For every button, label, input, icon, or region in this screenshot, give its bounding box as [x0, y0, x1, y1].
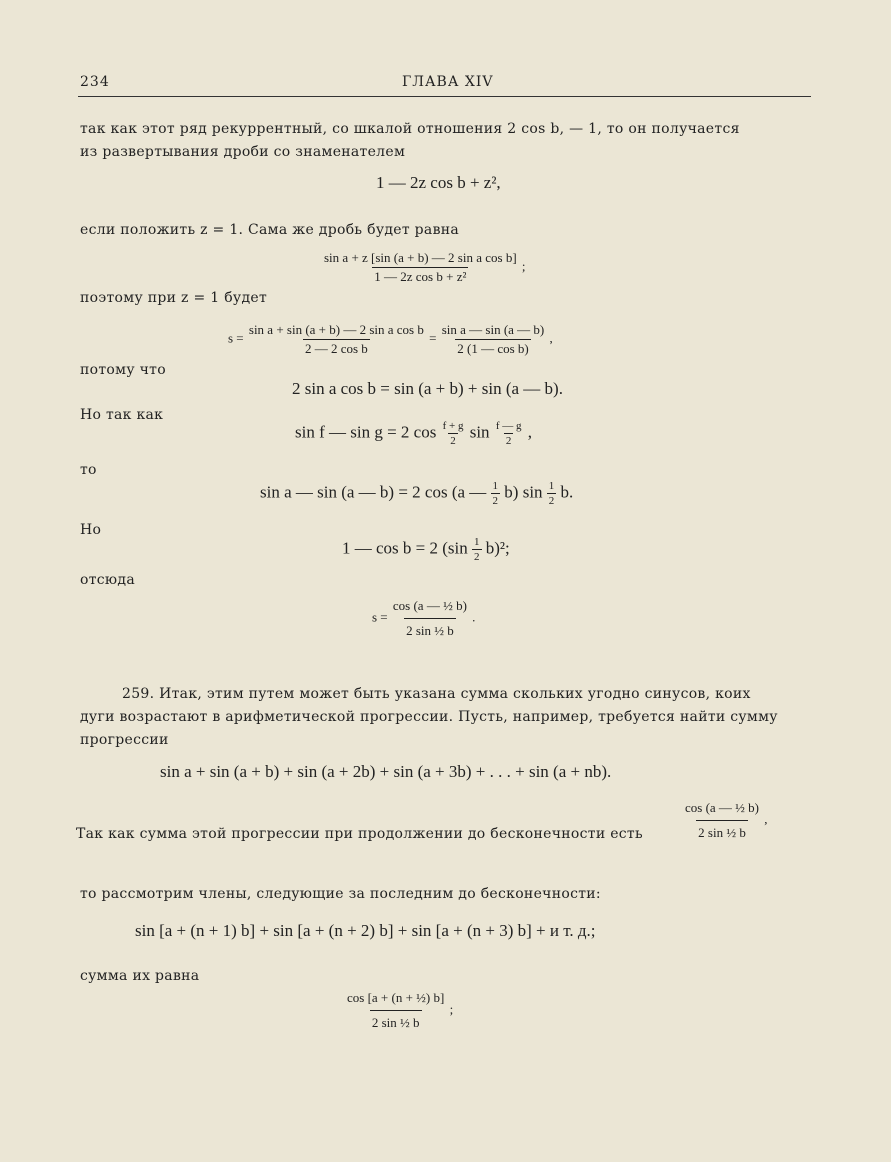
fraction-numerator: cos (a — ½ b): [392, 598, 467, 613]
equation-part: sin f — sin g = 2 cos: [295, 422, 437, 442]
equation-punct: ,: [549, 330, 553, 346]
chapter-title: ГЛАВА XIV: [402, 74, 494, 90]
fraction-numerator: f + g: [442, 420, 464, 432]
fraction-numerator: cos [a + (n + ½) b]: [347, 990, 445, 1005]
fraction-numerator: 1: [548, 480, 555, 492]
fraction-denominator: 2 sin ½ b: [696, 820, 748, 841]
fraction-denominator: 2: [474, 551, 480, 563]
page-number: 234: [80, 74, 110, 90]
equation-punct: ;: [521, 258, 526, 274]
fraction-denominator: 2 sin ½ b: [370, 1010, 422, 1031]
equation-punct: ,: [764, 811, 768, 827]
equation-part: 1 — cos b = 2 (sin: [342, 538, 468, 558]
text-line: прогрессии: [80, 732, 169, 748]
equation: [372, 598, 475, 639]
fraction-numerator: f — g: [495, 420, 522, 432]
equation: [260, 480, 573, 507]
fraction-denominator: 2 (1 — cos b): [457, 341, 529, 356]
fraction-denominator: 2 — 2 cos b: [304, 341, 368, 356]
fraction-denominator: 2: [492, 495, 499, 507]
fraction-numerator: cos (a — ½ b): [685, 800, 760, 815]
equation-part: b) sin: [504, 482, 543, 502]
text-line: поэтому при z = 1 будет: [80, 290, 268, 306]
text-line: если положить z = 1. Сама же дробь будет равна: [80, 222, 460, 238]
equation-part: sin: [469, 422, 490, 442]
equation-punct: ,: [527, 422, 532, 442]
text-line: Но: [80, 522, 102, 538]
equation-lhs: s =: [228, 330, 244, 346]
text-line: из развертывания дроби со знаменателем: [80, 144, 406, 160]
text-line: потому что: [80, 362, 166, 378]
equation-punct: .: [472, 609, 476, 625]
text-line: 259. Итак, этим путем может быть указана сумма скольких угодно синусов, коих: [122, 686, 751, 702]
fraction-denominator: 2: [505, 435, 512, 447]
text-line: так как этот ряд рекуррентный, со шкалой отношения 2 cos b, — 1, то он получается: [80, 121, 740, 137]
fraction-denominator: 2: [450, 435, 456, 447]
fraction-denominator: 1 — 2z cos b + z²: [374, 269, 467, 284]
fraction-denominator: 2: [548, 495, 555, 507]
header-rule: [78, 96, 811, 97]
equation: [342, 536, 510, 563]
fraction-denominator: 2 sin ½ b: [404, 618, 456, 639]
equation: sin [a + (n + 1) b] + sin [a + (n + 2) b] + sin [a + (n + 3) b] + и т. д.;: [135, 921, 596, 940]
equation: [228, 322, 553, 357]
text-line: Так как сумма этой прогрессии при продолжении до бесконечности есть: [76, 826, 643, 842]
equation: [295, 420, 532, 447]
equation: [683, 800, 768, 841]
equation-part: b.: [560, 482, 574, 502]
text-line: то: [80, 462, 97, 478]
text-line: сумма их равна: [80, 968, 200, 984]
fraction-numerator: 1: [474, 536, 480, 548]
fraction-numerator: sin a — sin (a — b): [441, 322, 545, 337]
equation: [345, 990, 453, 1031]
text-line: дуги возрастают в арифметической прогрессии. Пусть, например, требуется найти сумму: [80, 709, 778, 725]
equation-lhs: s =: [372, 609, 388, 625]
equation: sin a + sin (a + b) + sin (a + 2b) + sin (a + 3b) + . . . + sin (a + nb).: [160, 762, 612, 781]
fraction-numerator: sin a + sin (a + b) — 2 sin a cos b: [248, 322, 424, 337]
equation-punct: ;: [449, 1001, 454, 1017]
fraction-numerator: sin a + z [sin (a + b) — 2 sin a cos b]: [324, 250, 517, 265]
equation-part: sin a — sin (a — b) = 2 cos (a —: [260, 482, 487, 502]
equation: [322, 250, 526, 285]
text-line: отсюда: [80, 572, 135, 588]
equation-part: b)²;: [485, 538, 510, 558]
equation-equals: =: [429, 330, 437, 346]
equation: 2 sin a cos b = sin (a + b) + sin (a — b).: [292, 379, 563, 398]
equation: 1 — 2z cos b + z²,: [376, 173, 501, 192]
text-line: то рассмотрим члены, следующие за последним до бесконечности:: [80, 886, 601, 902]
text-line: Но так как: [80, 407, 164, 423]
fraction-numerator: 1: [492, 480, 499, 492]
